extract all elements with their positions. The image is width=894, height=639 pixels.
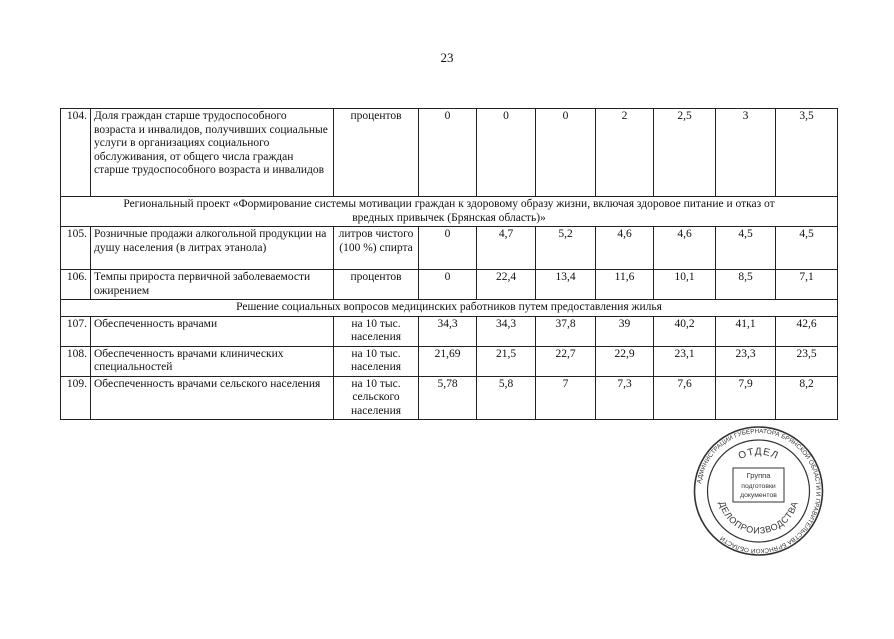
value-cell: 41,1: [716, 316, 776, 346]
stamp-ring-text: АДМИНИСТРАЦИИ ГУБЕРНАТОРА БРЯНСКОЙ ОБЛАСТИ И ПРАВИТЕЛЬСТВА БРЯНСКОЙ ОБЛАСТИ: [695, 427, 822, 555]
indicator-name: Розничные продажи алкогольной продукции на душу населения (в литрах этанола): [91, 227, 334, 270]
value-cell: 11,6: [596, 270, 654, 300]
value-cell: 3: [716, 109, 776, 197]
value-cell: 4,5: [776, 227, 838, 270]
value-cell: 5,2: [536, 227, 596, 270]
row-number: 104.: [61, 109, 91, 197]
row-number: 107.: [61, 316, 91, 346]
value-cell: 7: [536, 376, 596, 420]
value-cell: 3,5: [776, 109, 838, 197]
section-row: [61, 300, 838, 317]
value-cell: 23,1: [654, 346, 716, 376]
indicator-name: Обеспеченность врачами: [91, 316, 334, 346]
value-cell: 2: [596, 109, 654, 197]
value-cell: 7,9: [716, 376, 776, 420]
stamp-center-line1: Группа: [746, 471, 771, 480]
value-cell: 0: [536, 109, 596, 197]
table-row: [61, 346, 838, 376]
value-cell: 13,4: [536, 270, 596, 300]
value-cell: 40,2: [654, 316, 716, 346]
section-heading: Региональный проект «Формирование системы мотивации граждан к здоровому образу жизни, включая здоровое питание и отказ от вредных привычек (Брянская область)»: [61, 197, 838, 227]
unit-cell: литров чистого (100 %) спирта: [334, 227, 419, 270]
value-cell: 2,5: [654, 109, 716, 197]
stamp-top-word: ОТДЕЛ: [736, 446, 781, 463]
section-heading: Решение социальных вопросов медицинских работников путем предоставления жилья: [61, 300, 838, 317]
value-cell: 8,5: [716, 270, 776, 300]
row-number: 109.: [61, 376, 91, 420]
page-number: 23: [440, 50, 454, 65]
value-cell: 21,5: [477, 346, 536, 376]
value-cell: 7,3: [596, 376, 654, 420]
value-cell: 8,2: [776, 376, 838, 420]
indicator-name: Темпы прироста первичной заболеваемости ожирением: [91, 270, 334, 300]
value-cell: 7,6: [654, 376, 716, 420]
value-cell: 23,5: [776, 346, 838, 376]
value-cell: 4,7: [477, 227, 536, 270]
row-number: 108.: [61, 346, 91, 376]
table-row: [61, 109, 838, 197]
official-stamp: [686, 425, 831, 557]
value-cell: 22,9: [596, 346, 654, 376]
value-cell: 34,3: [477, 316, 536, 346]
stamp-bottom-word: ДЕЛОПРОИЗВОДСТВА: [717, 499, 800, 536]
unit-cell: процентов: [334, 109, 419, 197]
value-cell: 0: [419, 109, 477, 197]
value-cell: 42,6: [776, 316, 838, 346]
indicator-name: Обеспеченность врачами сельского населения: [91, 376, 334, 420]
value-cell: 22,4: [477, 270, 536, 300]
unit-cell: на 10 тыс. населения: [334, 346, 419, 376]
stamp-center-line3: документов: [740, 492, 777, 499]
unit-cell: на 10 тыс. населения: [334, 316, 419, 346]
value-cell: 37,8: [536, 316, 596, 346]
value-cell: 5,8: [477, 376, 536, 420]
value-cell: 34,3: [419, 316, 477, 346]
row-number: 105.: [61, 227, 91, 270]
indicators-table: [60, 108, 838, 420]
value-cell: 0: [419, 227, 477, 270]
value-cell: 39: [596, 316, 654, 346]
indicator-name: Доля граждан старше трудоспособного возраста и инвалидов, получивших социальные услуги в организациях социального обслуживания, от общего числа граждан старше трудоспособного возраста и инвалидов: [91, 109, 334, 197]
value-cell: 23,3: [716, 346, 776, 376]
table-row: [61, 376, 838, 420]
value-cell: 10,1: [654, 270, 716, 300]
table-row: [61, 316, 838, 346]
table-row: [61, 227, 838, 270]
value-cell: 4,6: [654, 227, 716, 270]
value-cell: 7,1: [776, 270, 838, 300]
unit-cell: процентов: [334, 270, 419, 300]
value-cell: 22,7: [536, 346, 596, 376]
value-cell: 5,78: [419, 376, 477, 420]
table-row: [61, 270, 838, 300]
stamp-center-line2: подготовки: [741, 483, 776, 490]
value-cell: 0: [477, 109, 536, 197]
stamp-outer-ring: [695, 427, 823, 555]
row-number: 106.: [61, 270, 91, 300]
value-cell: 21,69: [419, 346, 477, 376]
section-row: [61, 197, 838, 227]
value-cell: 4,5: [716, 227, 776, 270]
value-cell: 0: [419, 270, 477, 300]
value-cell: 4,6: [596, 227, 654, 270]
unit-cell: на 10 тыс. сельского населения: [334, 376, 419, 420]
indicator-name: Обеспеченность врачами клинических специальностей: [91, 346, 334, 376]
